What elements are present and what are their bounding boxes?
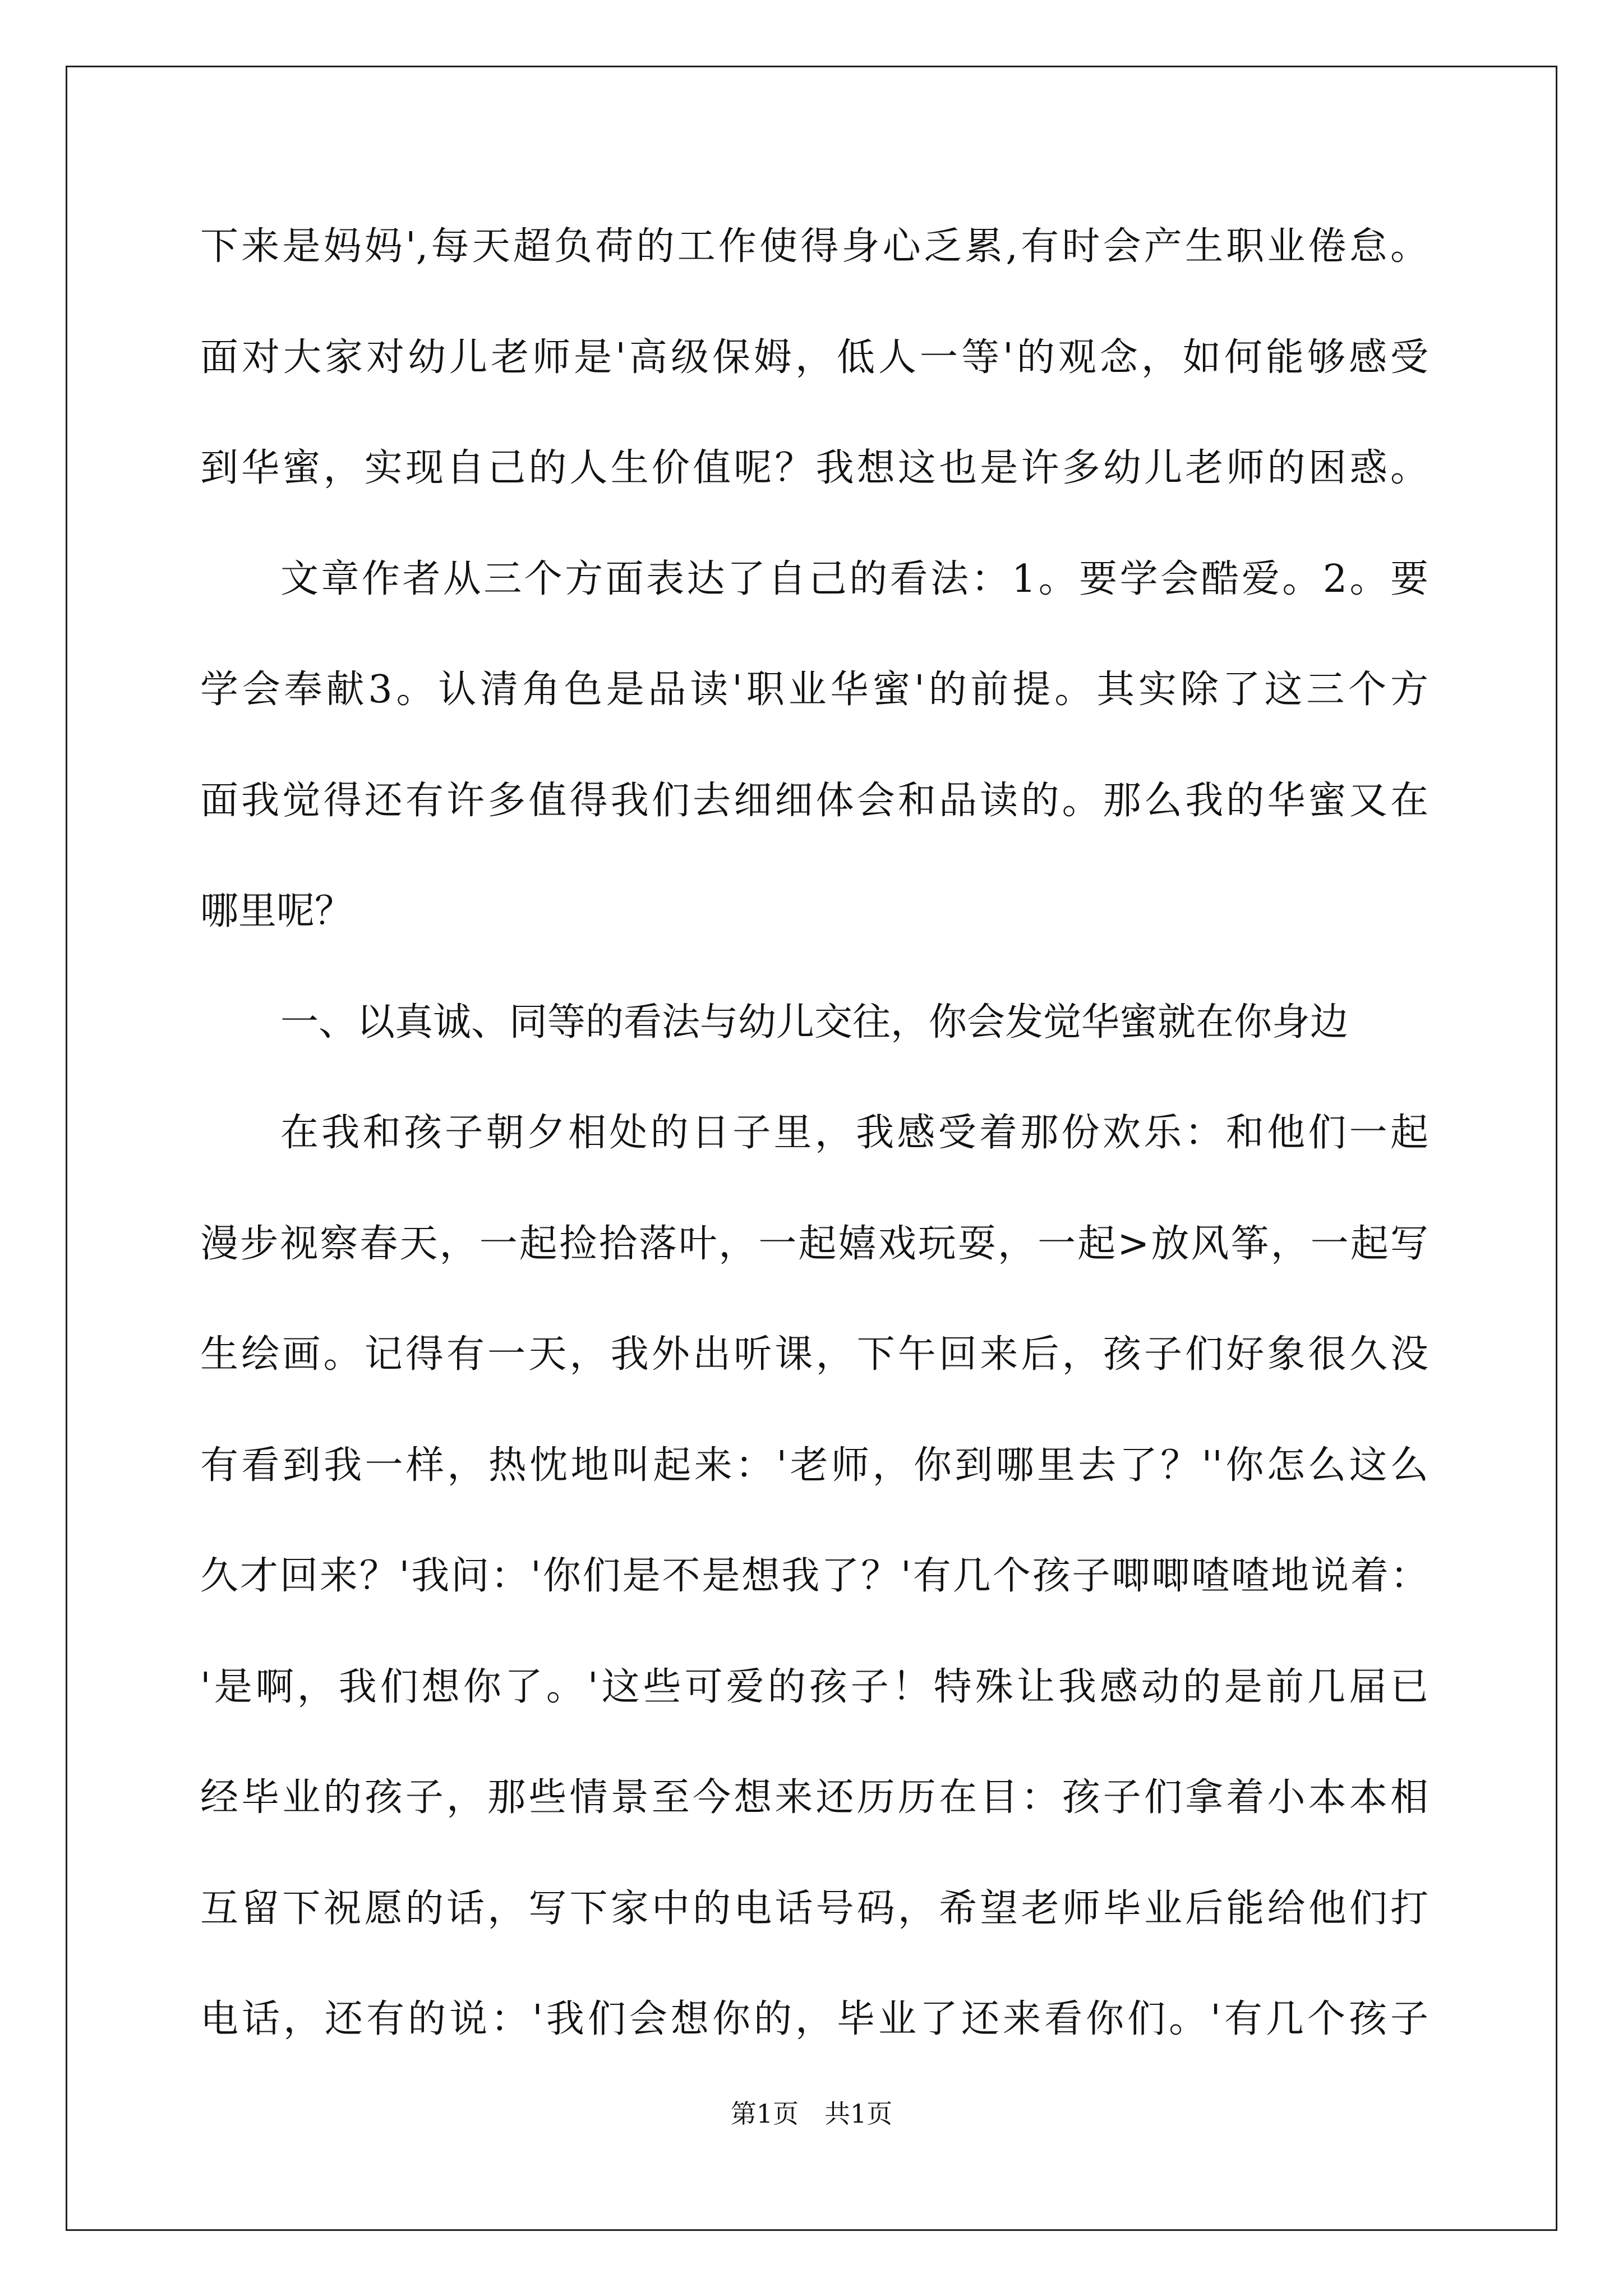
text-line: 下来是妈妈',每天超负荷的工作使得身心乏累,有时会产生职业倦怠。 bbox=[200, 224, 1428, 269]
page-footer: 第1页 共1页 bbox=[730, 2099, 893, 2129]
text-line: 久才回来？'我问：'你们是不是想我了？'有几个孩子唧唧喳喳地说着： bbox=[200, 1554, 1428, 1598]
text-line: 电话，还有的说：'我们会想你的，毕业了还来看你们。'有几个孩子 bbox=[200, 1997, 1428, 2041]
text-line: 经毕业的孩子，那些情景至今想来还历历在目：孩子们拿着小本本相 bbox=[200, 1775, 1428, 1820]
text-line: 文章作者从三个方面表达了自己的看法：1。要学会酷爱。2。要 bbox=[280, 557, 1428, 601]
text-line: '是啊，我们想你了。'这些可爱的孩子！特殊让我感动的是前几届已 bbox=[200, 1665, 1428, 1709]
section-heading: 一、以真诚、同等的看法与幼儿交往，你会发觉华蜜就在你身边 bbox=[280, 1000, 1349, 1045]
text-line: 面对大家对幼儿老师是'高级保姆，低人一等'的观念，如何能够感受 bbox=[200, 335, 1428, 380]
text-line: 生绘画。记得有一天，我外出听课，下午回来后，孩子们好象很久没 bbox=[200, 1332, 1428, 1377]
text-line: 互留下祝愿的话，写下家中的电话号码，希望老师毕业后能给他们打 bbox=[200, 1887, 1428, 1931]
text-line: 到华蜜，实现自己的人生价值呢？我想这也是许多幼儿老师的困惑。 bbox=[200, 446, 1428, 490]
text-line: 面我觉得还有许多值得我们去细细体会和品读的。那么我的华蜜又在 bbox=[200, 779, 1428, 823]
text-line: 在我和孩子朝夕相处的日子里，我感受着那份欢乐：和他们一起 bbox=[280, 1111, 1428, 1155]
text-line: 有看到我一样，热忱地叫起来：'老师，你到哪里去了？''你怎么这么 bbox=[200, 1443, 1428, 1488]
text-line: 学会奉献3。认清角色是品读'职业华蜜'的前提。其实除了这三个方 bbox=[200, 668, 1428, 712]
text-line: 漫步视察春天，一起捡拾落叶，一起嬉戏玩耍，一起>放风筝，一起写 bbox=[200, 1222, 1428, 1266]
text-line: 哪里呢？ bbox=[200, 889, 353, 933]
